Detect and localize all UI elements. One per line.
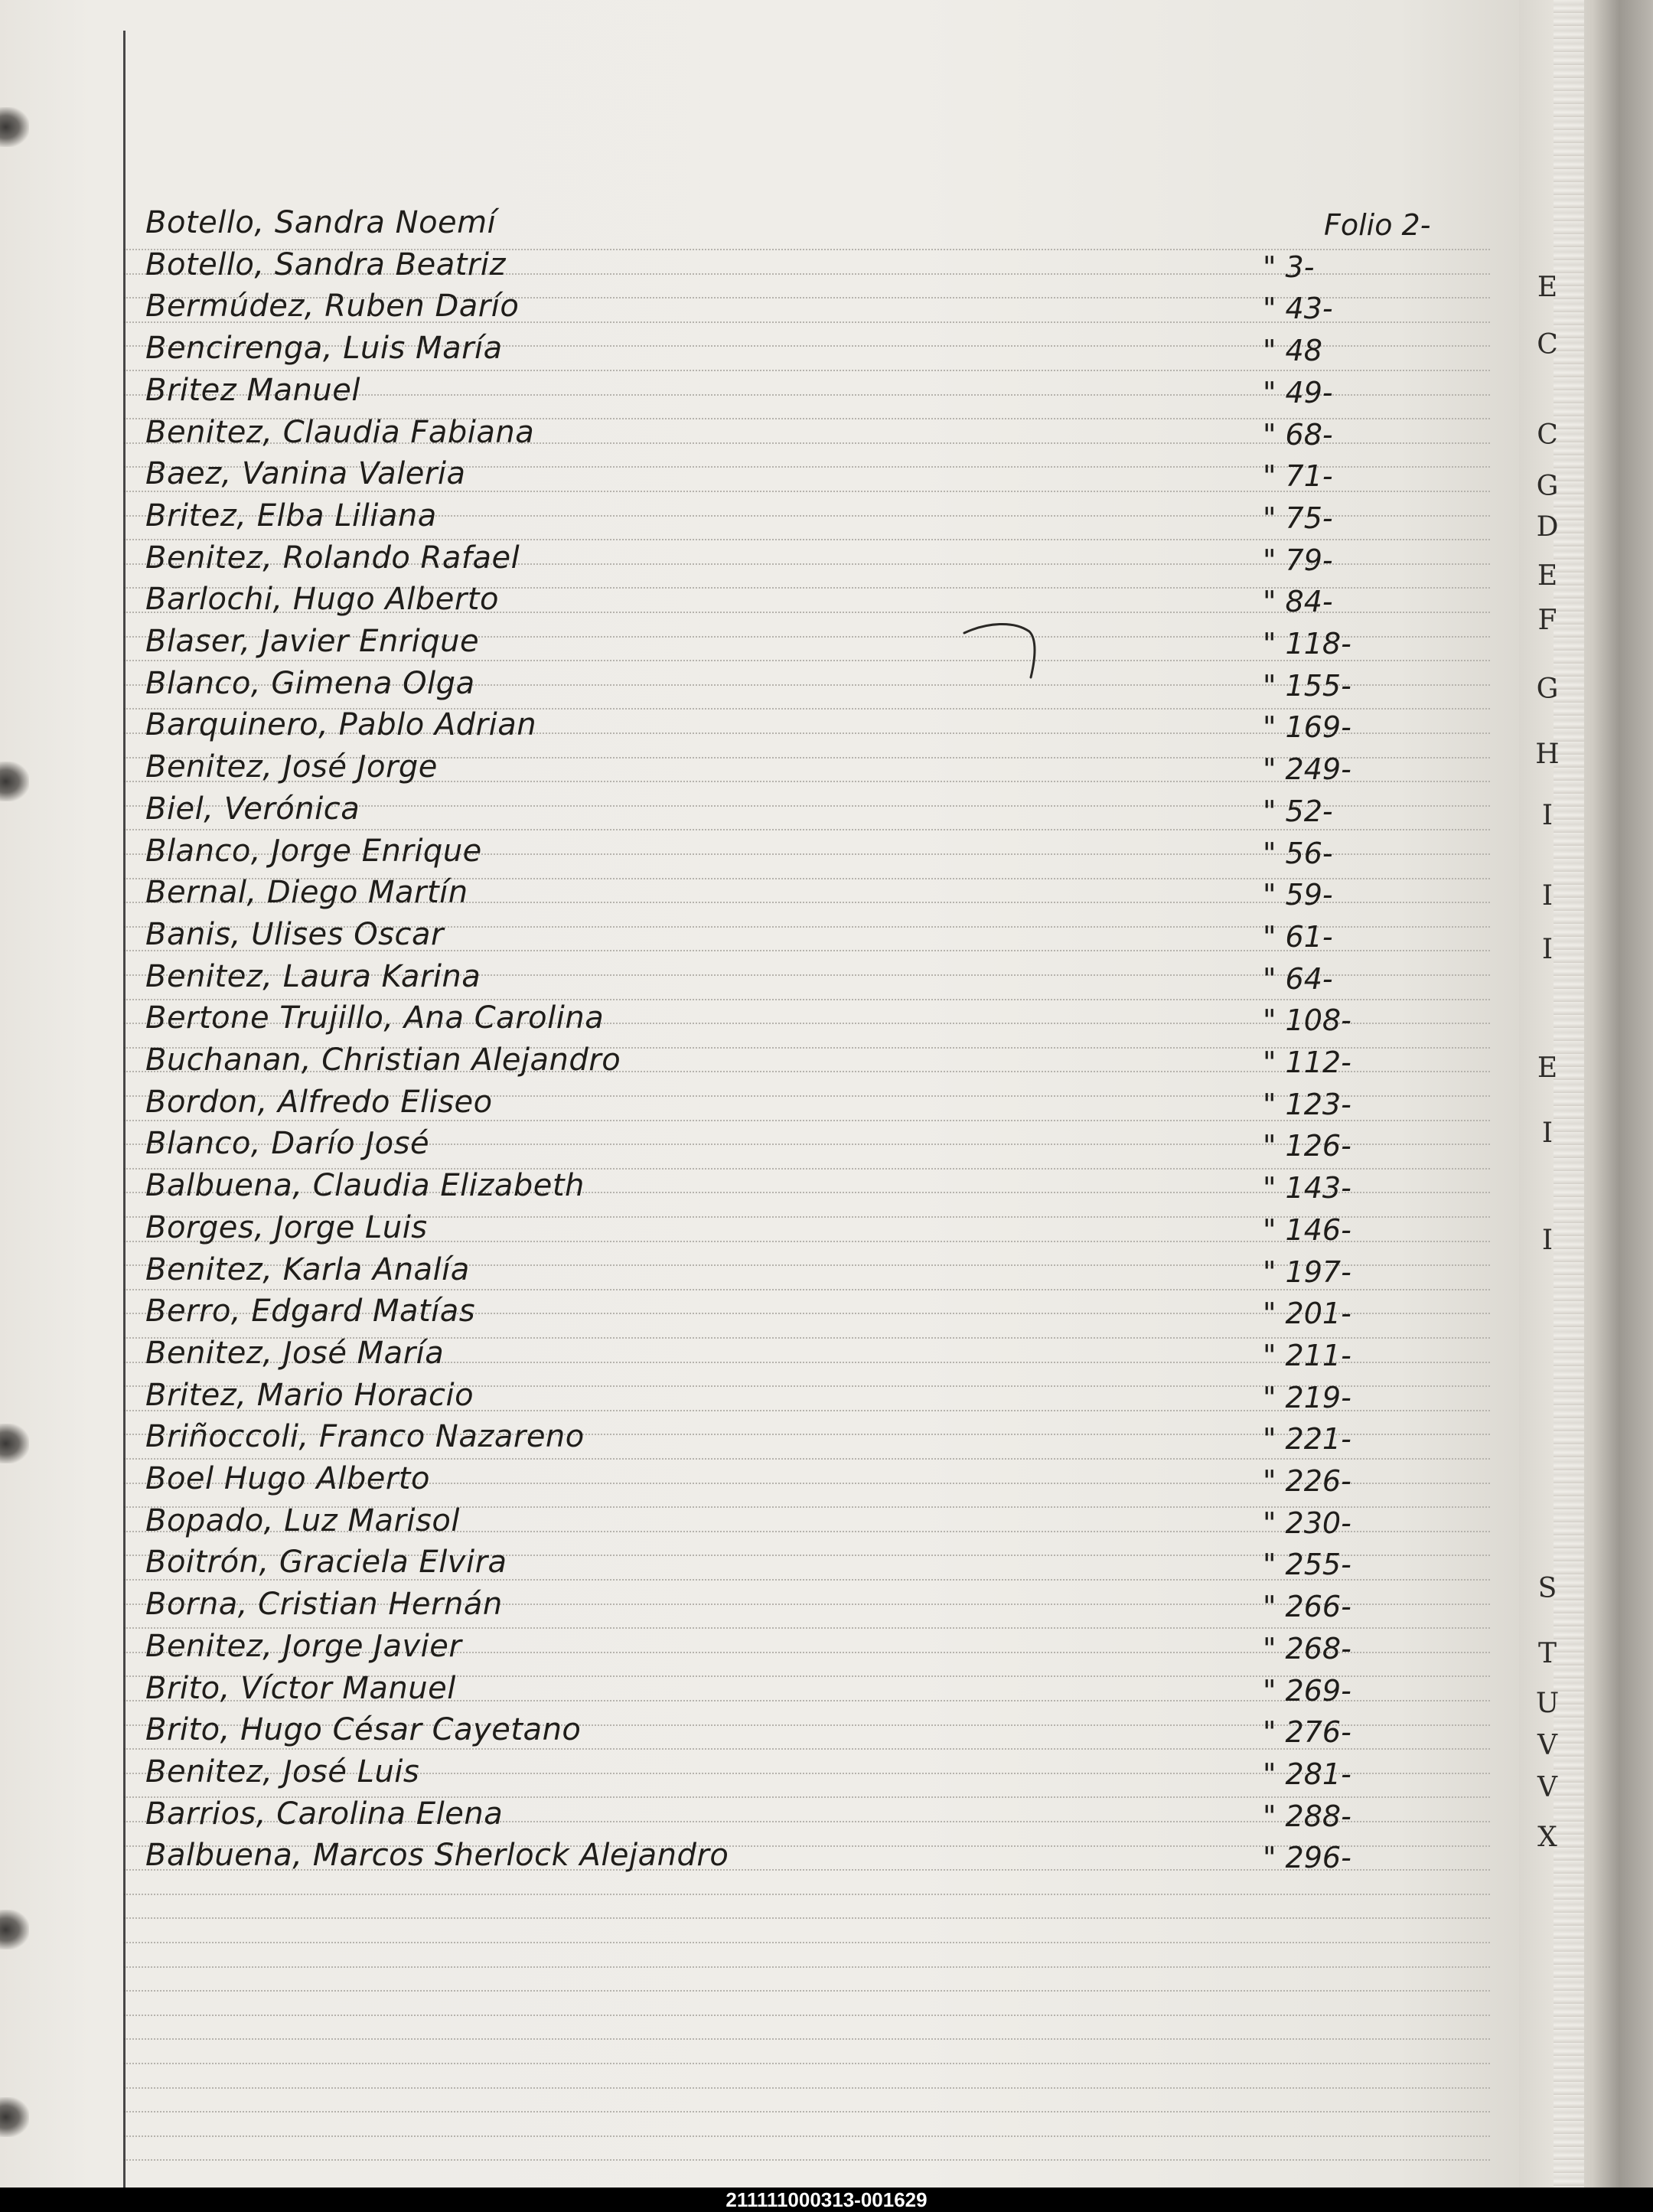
entry-name: Barlochi, Hugo Alberto bbox=[145, 582, 499, 618]
index-tab-letter[interactable]: I bbox=[1541, 934, 1554, 965]
entry-folio: " 108- bbox=[1263, 1003, 1351, 1038]
entry-name: Bopado, Luz Marisol bbox=[145, 1502, 460, 1538]
entry-folio: " 123- bbox=[1263, 1087, 1351, 1121]
entry-folio: " 219- bbox=[1263, 1380, 1351, 1414]
entry-name: Blanco, Gimena Olga bbox=[145, 665, 475, 701]
entry-folio: " 71- bbox=[1263, 459, 1333, 494]
ruled-line bbox=[124, 1942, 1490, 1943]
entry-name: Bernal, Diego Martín bbox=[145, 875, 468, 911]
index-tab-letter[interactable]: H bbox=[1535, 739, 1560, 770]
ruled-line bbox=[124, 2038, 1490, 2040]
entry-folio: " 75- bbox=[1263, 501, 1333, 535]
ruled-line bbox=[124, 2087, 1490, 2089]
entry-name: Blanco, Jorge Enrique bbox=[145, 833, 482, 869]
entry-name: Benitez, José Jorge bbox=[145, 749, 438, 785]
entry-folio: " 59- bbox=[1263, 878, 1333, 912]
ruled-line bbox=[124, 1894, 1490, 1895]
entry-folio: " 169- bbox=[1263, 710, 1351, 745]
entry-folio: " 276- bbox=[1263, 1715, 1351, 1750]
index-tab-letter[interactable]: U bbox=[1535, 1688, 1560, 1719]
index-tab-letter[interactable]: D bbox=[1536, 511, 1559, 543]
entry-folio: " 3- bbox=[1263, 250, 1315, 284]
entry-name: Blanco, Darío José bbox=[145, 1126, 430, 1162]
entry-folio: Folio 2- bbox=[1324, 208, 1431, 242]
index-tab-letter[interactable]: G bbox=[1536, 674, 1559, 705]
entry-name: Botello, Sandra Noemí bbox=[145, 205, 497, 240]
index-tab-letter[interactable]: I bbox=[1541, 800, 1554, 831]
entry-folio: " 68- bbox=[1263, 417, 1333, 452]
pen-stroke-mark bbox=[960, 616, 1045, 685]
ruled-line bbox=[124, 2159, 1490, 2161]
ruled-line bbox=[124, 2135, 1490, 2137]
entry-folio: " 143- bbox=[1263, 1171, 1351, 1206]
entry-name: Britez Manuel bbox=[145, 372, 360, 408]
index-tab-letter[interactable]: C bbox=[1537, 419, 1558, 451]
entry-name: Berro, Edgard Matías bbox=[145, 1294, 476, 1329]
entry-name: Britez, Mario Horacio bbox=[145, 1377, 474, 1413]
index-tab-letter[interactable]: T bbox=[1537, 1638, 1557, 1669]
entry-folio: " 249- bbox=[1263, 752, 1351, 787]
entry-name: Barquinero, Pablo Adrian bbox=[145, 707, 537, 743]
binding-hole bbox=[0, 1424, 29, 1463]
entry-name: Baez, Vanina Valeria bbox=[145, 456, 466, 492]
entry-folio: " 230- bbox=[1263, 1506, 1351, 1540]
entry-folio: " 221- bbox=[1263, 1422, 1351, 1457]
index-tab-letter[interactable]: V bbox=[1537, 1730, 1557, 1761]
entry-folio: " 268- bbox=[1263, 1631, 1351, 1666]
archive-id: 211111000313-001629 bbox=[725, 2188, 928, 2211]
entry-name: Botello, Sandra Beatriz bbox=[145, 246, 506, 282]
entry-name: Biel, Verónica bbox=[145, 791, 360, 827]
margin-rule bbox=[123, 31, 126, 2188]
entry-folio: " 49- bbox=[1263, 375, 1333, 409]
entry-name: Buchanan, Christian Alejandro bbox=[145, 1042, 621, 1078]
entry-name: Borges, Jorge Luis bbox=[145, 1209, 428, 1245]
index-tab-letter[interactable]: E bbox=[1537, 1052, 1558, 1084]
entry-folio: " 126- bbox=[1263, 1129, 1351, 1163]
entry-name: Benitez, Jorge Javier bbox=[145, 1628, 462, 1664]
index-tab-strip bbox=[1519, 0, 1653, 2188]
index-tab-letter[interactable]: X bbox=[1537, 1822, 1557, 1853]
entry-folio: " 201- bbox=[1263, 1297, 1351, 1331]
binding-hole bbox=[0, 2097, 29, 2137]
entry-name: Brito, Hugo César Cayetano bbox=[145, 1712, 582, 1748]
ruled-line bbox=[124, 1966, 1490, 1968]
entry-name: Banis, Ulises Oscar bbox=[145, 916, 444, 952]
ruled-line bbox=[124, 1990, 1490, 1992]
entry-name: Balbuena, Claudia Elizabeth bbox=[145, 1168, 585, 1204]
entry-name: Blaser, Javier Enrique bbox=[145, 624, 480, 659]
index-tab-letter[interactable]: V bbox=[1537, 1772, 1557, 1803]
entry-name: Brito, Víctor Manuel bbox=[145, 1670, 456, 1706]
ruled-line bbox=[124, 2111, 1490, 2112]
entry-folio: " 61- bbox=[1263, 919, 1333, 954]
entry-name: Benitez, Laura Karina bbox=[145, 958, 481, 994]
entry-folio: " 118- bbox=[1263, 627, 1351, 661]
entry-folio: " 296- bbox=[1263, 1841, 1351, 1875]
index-tab-letter[interactable]: C bbox=[1537, 329, 1558, 361]
entry-folio: " 255- bbox=[1263, 1548, 1351, 1582]
entry-folio: " 211- bbox=[1263, 1338, 1351, 1372]
entry-folio: " 146- bbox=[1263, 1212, 1351, 1247]
index-tab-letter[interactable]: I bbox=[1541, 880, 1554, 912]
entry-folio: " 84- bbox=[1263, 585, 1333, 619]
index-tab-letter[interactable]: E bbox=[1537, 560, 1558, 592]
ruled-line bbox=[124, 2063, 1490, 2064]
entry-name: Bordon, Alfredo Eliseo bbox=[145, 1084, 493, 1120]
entry-folio: " 266- bbox=[1263, 1590, 1351, 1624]
entry-folio: " 112- bbox=[1263, 1046, 1351, 1079]
entry-name: Borna, Cristian Hernán bbox=[145, 1587, 503, 1623]
entry-folio: " 48 bbox=[1263, 334, 1322, 368]
entry-name: Benitez, Rolando Rafael bbox=[145, 540, 520, 576]
entry-name: Bermúdez, Ruben Darío bbox=[145, 289, 520, 325]
entry-folio: " 64- bbox=[1263, 961, 1333, 996]
entry-name: Boitrón, Graciela Elvira bbox=[145, 1545, 507, 1581]
index-tab-letter[interactable]: E bbox=[1537, 272, 1558, 303]
entry-folio: " 281- bbox=[1263, 1757, 1351, 1791]
entry-folio: " 43- bbox=[1263, 292, 1333, 326]
binding-hole bbox=[0, 762, 29, 801]
entry-folio: " 155- bbox=[1263, 668, 1351, 703]
entry-name: Benitez, Karla Analía bbox=[145, 1251, 470, 1287]
entry-name: Balbuena, Marcos Sherlock Alejandro bbox=[145, 1838, 729, 1874]
entry-folio: " 269- bbox=[1263, 1673, 1351, 1708]
entry-name: Boel Hugo Alberto bbox=[145, 1461, 430, 1496]
entry-name: Bencirenga, Luis María bbox=[145, 331, 503, 367]
entry-folio: " 288- bbox=[1263, 1799, 1351, 1833]
entry-name: Benitez, José Luis bbox=[145, 1754, 420, 1790]
ruled-line bbox=[124, 1917, 1490, 1919]
entry-name: Bertone Trujillo, Ana Carolina bbox=[145, 1000, 605, 1036]
binding-hole bbox=[0, 1910, 29, 1949]
index-tab-letter[interactable]: I bbox=[1541, 1117, 1554, 1149]
index-tab-letter[interactable]: F bbox=[1537, 605, 1557, 636]
entry-name: Benitez, José María bbox=[145, 1335, 445, 1371]
entry-folio: " 79- bbox=[1263, 543, 1333, 577]
entry-folio: " 52- bbox=[1263, 794, 1333, 828]
binding-hole bbox=[0, 107, 29, 147]
entry-name: Briñoccoli, Franco Nazareno bbox=[145, 1419, 585, 1455]
index-tab-letter[interactable]: G bbox=[1536, 471, 1559, 502]
entry-name: Britez, Elba Liliana bbox=[145, 498, 437, 533]
entry-folio: " 197- bbox=[1263, 1254, 1351, 1289]
entry-name: Barrios, Carolina Elena bbox=[145, 1796, 504, 1832]
entry-folio: " 226- bbox=[1263, 1464, 1351, 1498]
index-tab-letter[interactable]: I bbox=[1541, 1225, 1554, 1256]
entry-folio: " 56- bbox=[1263, 836, 1333, 870]
page-edge bbox=[1554, 0, 1584, 2188]
entry-name: Benitez, Claudia Fabiana bbox=[145, 414, 535, 450]
ruled-line bbox=[124, 2015, 1490, 2016]
index-tab-letter[interactable]: S bbox=[1537, 1573, 1557, 1604]
